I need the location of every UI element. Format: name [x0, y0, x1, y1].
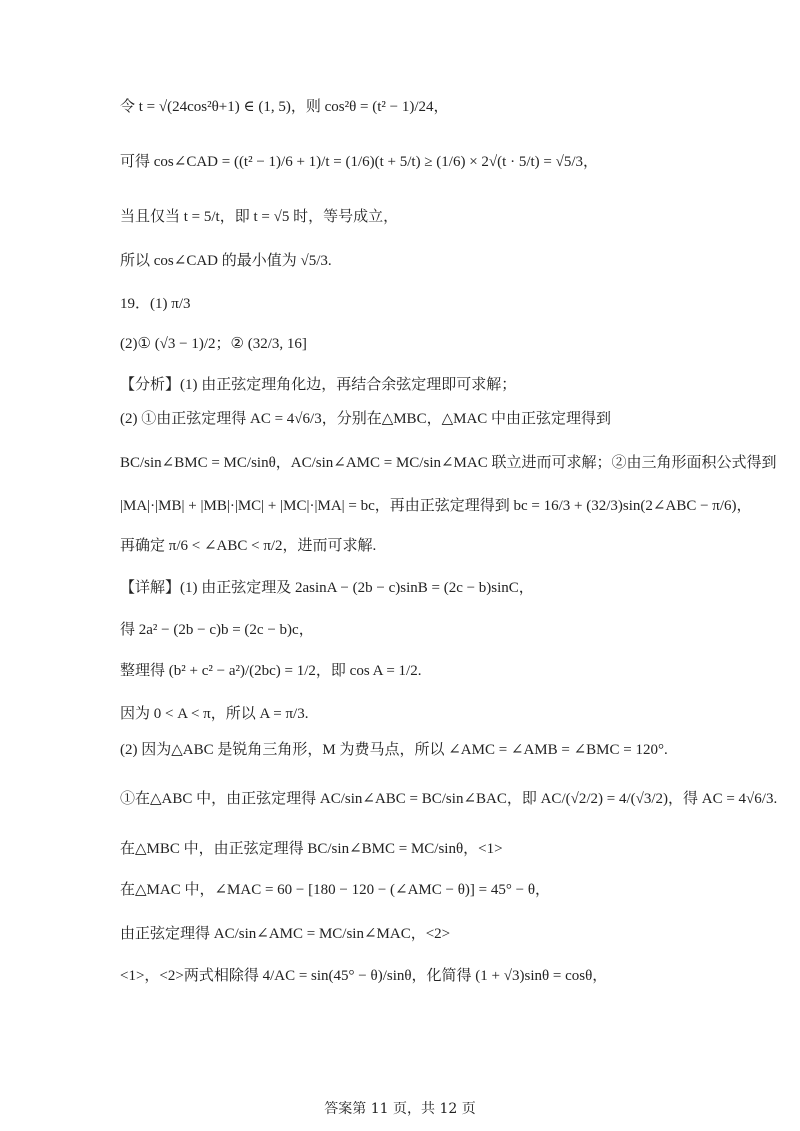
text-line: 在△MBC 中，由正弦定理得 BC/sin∠BMC = MC/sinθ，<1> [120, 841, 503, 857]
text-line: 当且仅当 t = 5/t，即 t = √5 时，等号成立， [120, 209, 399, 225]
text-line: |MA|·|MB| + |MB|·|MC| + |MC|·|MA| = bc，再由正弦定理得到 bc = 16/3 + (32/3)sin(2∠ABC − π/6)， [120, 498, 752, 514]
text-line: <1>，<2>两式相除得 4/AC = sin(45° − θ)/sinθ，化简得 (1 + √3)sinθ = cosθ， [120, 968, 608, 984]
text-line: 因为 0 < A < π，所以 A = π/3. [120, 706, 309, 722]
text-line: BC/sin∠BMC = MC/sinθ，AC/sin∠AMC = MC/sin∠MAC 联立进而可求解；②由三角形面积公式得到 [120, 455, 777, 471]
text-line: (2) ①由正弦定理得 AC = 4√6/3，分别在△MBC，△MAC 中由正弦定理得到 [120, 411, 612, 427]
text-line: 所以 cos∠CAD 的最小值为 √5/3. [120, 253, 332, 269]
text-line: 由正弦定理得 AC/sin∠AMC = MC/sin∠MAC，<2> [120, 926, 451, 942]
text-line: 在△MAC 中，∠MAC = 60 − [180 − 120 − (∠AMC − θ)] = 45° − θ， [120, 882, 551, 898]
text-line: 【详解】(1) 由正弦定理及 2asinA − (2b − c)sinB = (2c − b)sinC， [120, 580, 534, 596]
text-line: (2)① (√3 − 1)/2；② (32/3, 16] [120, 336, 307, 352]
text-line: (2) 因为△ABC 是锐角三角形，M 为费马点，所以 ∠AMC = ∠AMB = ∠BMC = 120°. [120, 742, 668, 758]
text-line: 19．(1) π/3 [120, 296, 191, 312]
text-line: 令 t = √(24cos²θ+1) ∈ (1, 5)，则 cos²θ = (t² − 1)/24， [120, 99, 449, 115]
text-line: 得 2a² − (2b − c)b = (2c − b)c， [120, 622, 314, 638]
text-line: ①在△ABC 中，由正弦定理得 AC/sin∠ABC = BC/sin∠BAC，即 AC/(√2/2) = 4/(√3/2)，得 AC = 4√6/3. [120, 791, 778, 807]
text-line: 可得 cos∠CAD = ((t² − 1)/6 + 1)/t = (1/6)(t + 5/t) ≥ (1/6) × 2√(t · 5/t) = √5/3， [120, 154, 599, 170]
text-line: 【分析】(1) 由正弦定理角化边，再结合余弦定理即可求解； [120, 377, 517, 393]
text-line: 再确定 π/6 < ∠ABC < π/2，进而可求解. [120, 538, 377, 554]
text-line: 整理得 (b² + c² − a²)/(2bc) = 1/2，即 cos A = 1/2. [120, 663, 422, 679]
page-footer: 答案第 11 页，共 12 页 [324, 1101, 476, 1117]
